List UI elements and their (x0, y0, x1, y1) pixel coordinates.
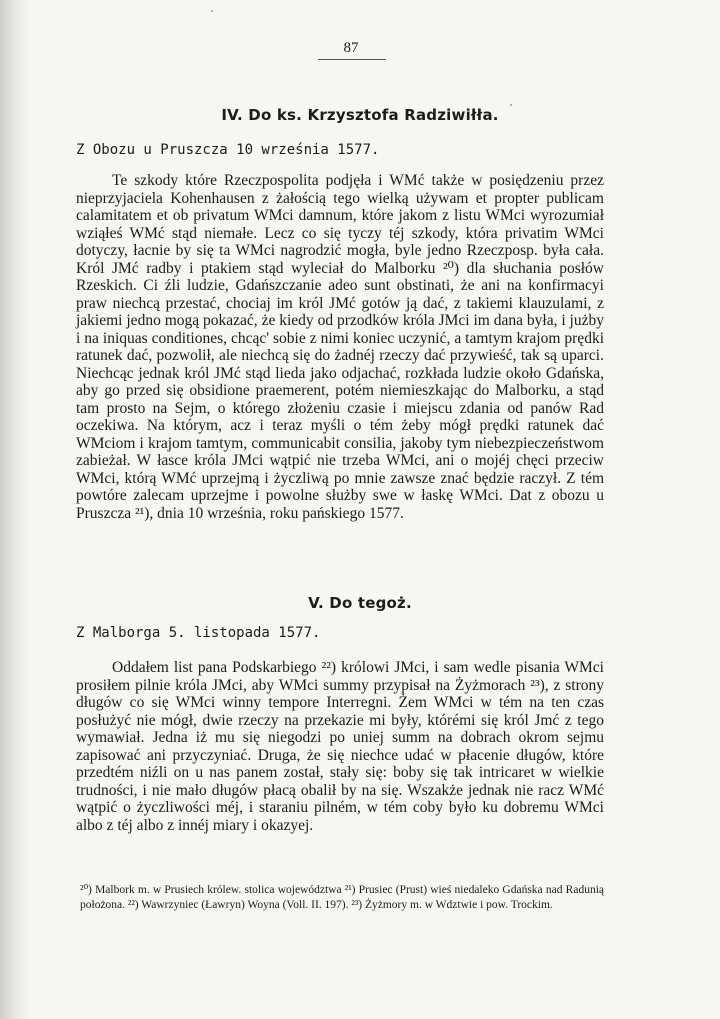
letter-v-dateline: Z Malborga 5. listopada 1577. (76, 625, 321, 641)
letter-iv-body: Te szkody które Rzeczpospolita podjęła i WMć także w posiędzeniu przez nieprzyjaciela Kohenhausen z żałością tego wielką używam et propter publicam calamitatem et ob privatum WMci damnum, które jakom z listu WMci wyrozumiał wziąłeś WMć stąd niemałe. Lecz co się tyczy téj szkody, która privatim WMci dotyczy, łacnie by się ta WMci nagrodzić mogła, byle jedno Rzeczposp. była cała. Król JMć radby i ptakiem stąd wyleciał do Malborku ²⁰) dla słuchania posłów Rzeskich. Ci źli ludzie, Gdańszczanie adeo sunt obstinati, że ani na konfirmacyi praw niechcą przestać, chociaj im król JMć gotów ją dać, z takiemi klauzulami, z jakiemi jedno mogą pokazać, że kiedy od przodków króla JMci im dana była, i jużby i na iniquas conditiones, chcąc' sobie z nimi koniec uczynić, a tamtym krajom prędki ratunek dać, pozwolił, ale niechcą się do żadnéj rzeczy dać przywieść, tak są uparci. Niechcąc jednak król JMć stąd lieda jako odjachać, rozkłada ludzie około Gdańska, aby go przed się obsidione praemerent, potém niemieszkając do Malborku, a stąd tam prosto na Sejm, o którego złożeniu czasie i miejscu zdania od panów Rad oczekiwa. Na którym, acz i teraz myśli o tém żeby mógł prędki ratunek dać WMciom i krajom tamtym, communicabit consilia, jakoby tym niebezpieczeństwom zabieżał. W łasce króla JMci wątpić nie trzeba WMci, ani o mojéj chęci przeciw WMci, którą WMć uprzejmą i życzliwą po mnie zawsze znać będzie raczył. Z tém powtóre zalecam uprzejme i powolne służby swe w łaskę WMci. Dat z obozu u Pruszcza ²¹), dnia 10 września, roku pańskiego 1577. (76, 172, 604, 522)
scan-speck (510, 104, 512, 106)
letter-v-heading: V. Do tegoż. (308, 594, 412, 612)
scan-speck (211, 10, 213, 12)
letter-iv-dateline: Z Obozu u Pruszcza 10 września 1577. (76, 142, 380, 158)
footnotes: ²⁰) Malbork m. w Prusiech królew. stolica województwa ²¹) Prusiec (Prust) wieś niedaleko Gdańska nad Radunią położona. ²²) Wawrzyniec (Ławryn) Woyna (Voll. II. 197). ²³) Żyżmory m. w Wdztwie i pow. Trockim. (80, 884, 604, 911)
letter-iv-heading: IV. Do ks. Krzysztofa Radziwiłła. (221, 106, 499, 124)
page-number: 87 (343, 40, 359, 56)
book-spine-shadow (0, 0, 30, 1019)
letter-v-body: Oddałem list pana Podskarbiego ²²) królowi JMci, i sam wedle pisania WMci prosiłem pilnie króla JMci, aby WMci summy przypisał na Żyżmorach ²³), z strony długów co się WMci winny tempore Interregni. Żem WMci w tém na ten czas posłużyć nie mógł, dwie rzeczy na przekazie mi były, którémi się król Jmć z tego wymawiał. Jedna iż mu się niegodzi po uniej summ na dobrach okrom sejmu zapisować ani przyczyniać. Druga, że się niechce udać w płacenie długów, które przedtém niźli on u nas panem został, stały się: boby się tak intricaret w wielkie trudności, i nie mało długów płacą obalił by na się. Wszakże jednak nie racz WMć wątpić o życzliwości méj, i staraniu pilném, w tém coby było ku dobremu WMci albo z téj albo z innéj miary i okazyej. (76, 659, 604, 834)
page-number-rule (318, 59, 386, 60)
